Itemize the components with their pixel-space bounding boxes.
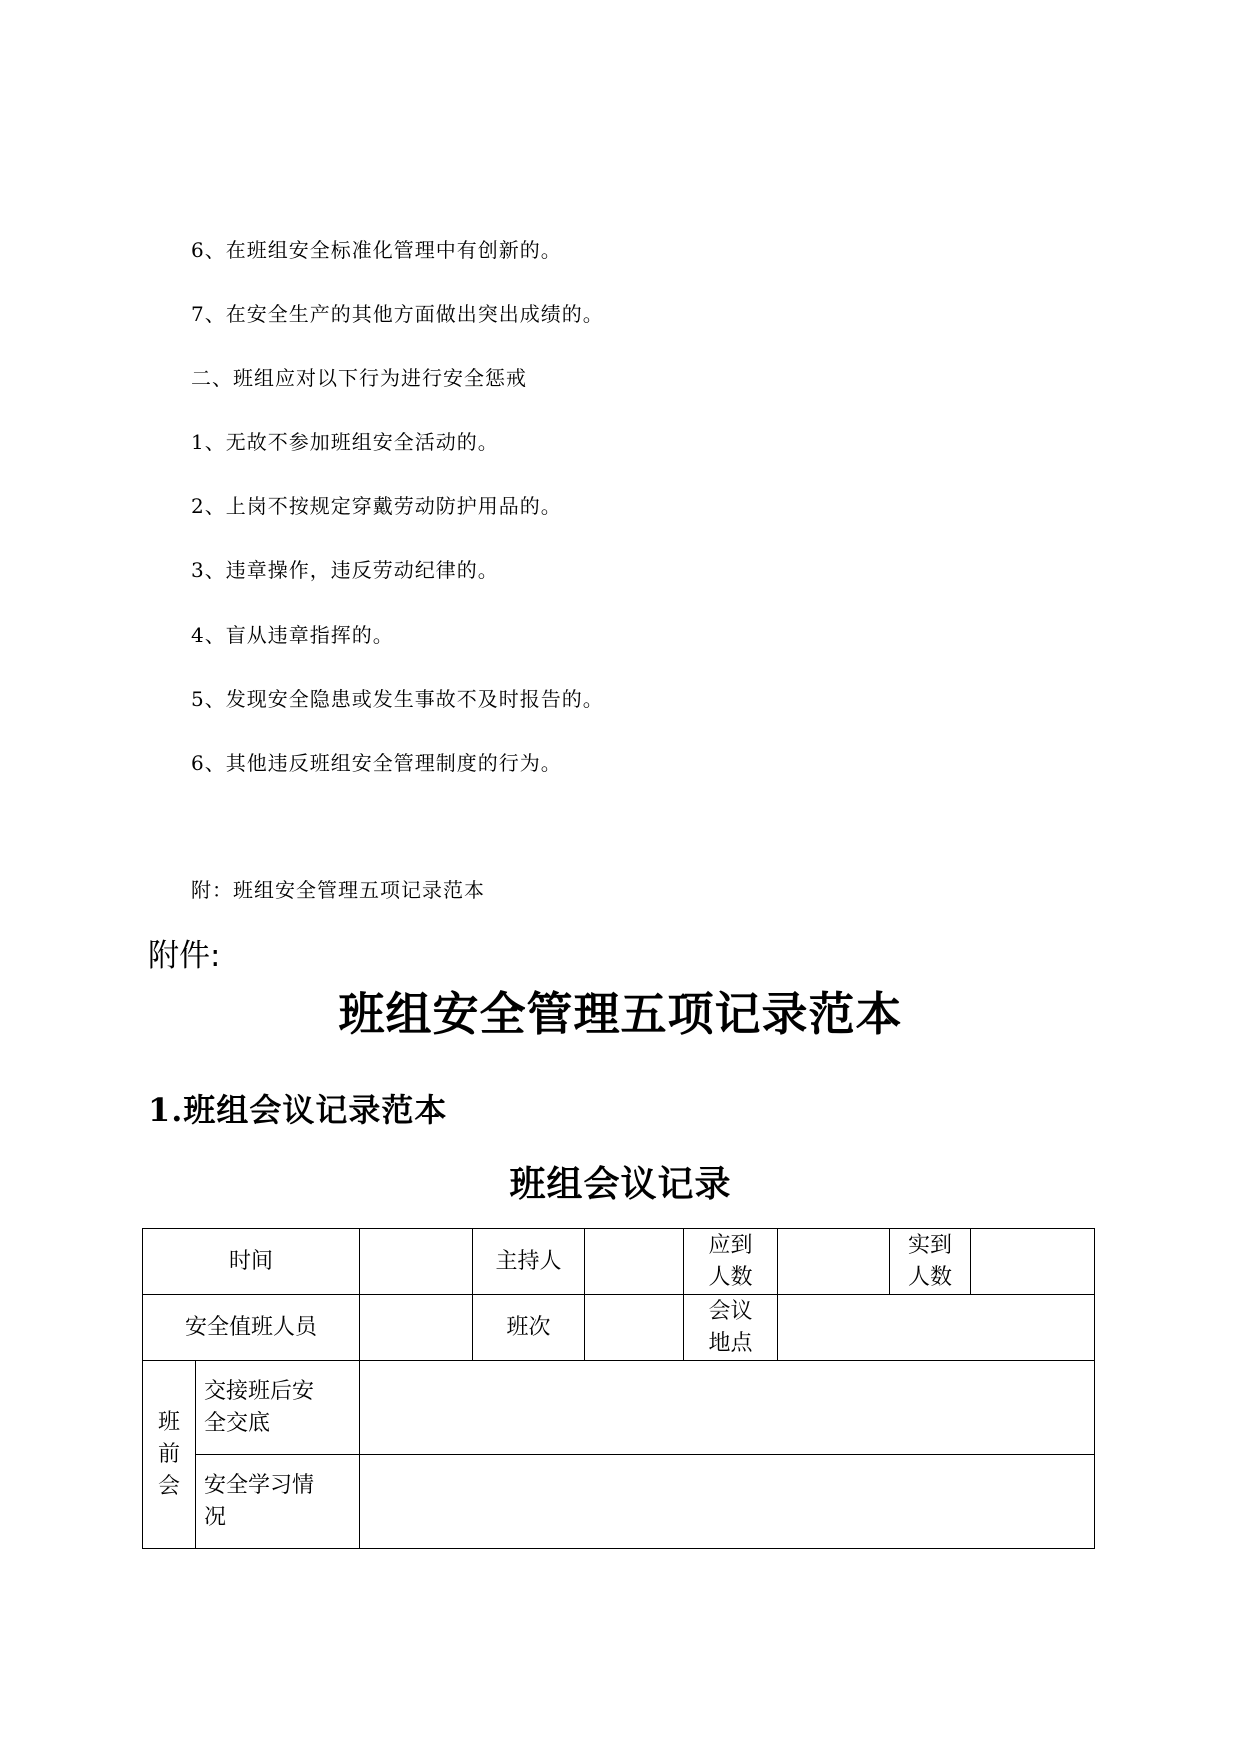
- penalty-item-5: 5、发现安全隐患或发生事故不及时报告的。: [191, 687, 604, 711]
- table-row-3: [143, 1361, 1095, 1455]
- pre-shift-label-char-3: 会: [157, 1473, 180, 1499]
- appendix-label: 附件:: [148, 938, 221, 974]
- table-row-1: [143, 1229, 1095, 1295]
- table-row-2: [143, 1295, 1095, 1361]
- meeting-location-value-cell[interactable]: [778, 1295, 1095, 1361]
- meeting-record-table: [142, 1228, 1095, 1549]
- safety-study-value-cell[interactable]: [360, 1455, 1095, 1549]
- meeting-location-label: [684, 1295, 778, 1361]
- time-value-cell[interactable]: [360, 1229, 473, 1295]
- expected-attendance-value-cell[interactable]: [778, 1229, 890, 1295]
- shift-value-cell[interactable]: [585, 1295, 684, 1361]
- actual-attendance-value-cell[interactable]: [971, 1229, 1095, 1295]
- pre-shift-label-char-1: 班: [157, 1409, 180, 1435]
- meeting-location-label-line-1: 会议: [708, 1298, 753, 1324]
- penalty-item-2: 2、上岗不按规定穿戴劳动防护用品的。: [191, 494, 562, 518]
- safety-study-label-line-2: 况: [204, 1504, 227, 1530]
- penalty-item-4: 4、盲从违章指挥的。: [191, 623, 394, 647]
- appendix-note: 附：班组安全管理五项记录范本: [191, 878, 485, 902]
- handover-briefing-label-line-1: 交接班后安: [204, 1378, 315, 1404]
- expected-attendance-label-line-2: 人数: [708, 1264, 753, 1290]
- host-label: 主持人: [473, 1229, 585, 1295]
- pre-shift-label-char-2: 前: [157, 1441, 180, 1467]
- pre-shift-meeting-label: [143, 1361, 196, 1549]
- penalty-item-3: 3、违章操作，违反劳动纪律的。: [191, 558, 499, 582]
- document-title: 班组安全管理五项记录范本: [338, 987, 903, 1041]
- table-row-4: [143, 1455, 1095, 1549]
- safety-study-label: [196, 1455, 360, 1549]
- duty-staff-value-cell[interactable]: [360, 1295, 473, 1361]
- handover-briefing-label: [196, 1361, 360, 1455]
- penalty-section-heading: 二、班组应对以下行为进行安全惩戒: [191, 366, 527, 390]
- actual-attendance-label-line-2: 人数: [908, 1264, 953, 1290]
- penalty-item-1: 1、无故不参加班组安全活动的。: [191, 430, 499, 454]
- table-title: 班组会议记录: [509, 1163, 732, 1205]
- meeting-location-label-line-2: 地点: [708, 1330, 753, 1356]
- actual-attendance-label-line-1: 实到: [908, 1232, 953, 1258]
- penalty-item-6: 6、其他违反班组安全管理制度的行为。: [191, 751, 562, 775]
- actual-attendance-label: [890, 1229, 971, 1295]
- duty-staff-label: 安全值班人员: [143, 1295, 360, 1361]
- reward-item-6: 6、在班组安全标准化管理中有创新的。: [191, 238, 562, 262]
- handover-briefing-value-cell[interactable]: [360, 1361, 1095, 1455]
- reward-item-7: 7、在安全生产的其他方面做出突出成绩的。: [191, 302, 604, 326]
- host-value-cell[interactable]: [585, 1229, 684, 1295]
- shift-label: 班次: [473, 1295, 585, 1361]
- safety-study-label-line-1: 安全学习情: [204, 1472, 315, 1498]
- expected-attendance-label-line-1: 应到: [708, 1232, 753, 1258]
- handover-briefing-label-line-2: 全交底: [204, 1410, 271, 1436]
- time-label: 时间: [143, 1229, 360, 1295]
- section-heading: 1.班组会议记录范本: [148, 1091, 448, 1129]
- expected-attendance-label: [684, 1229, 778, 1295]
